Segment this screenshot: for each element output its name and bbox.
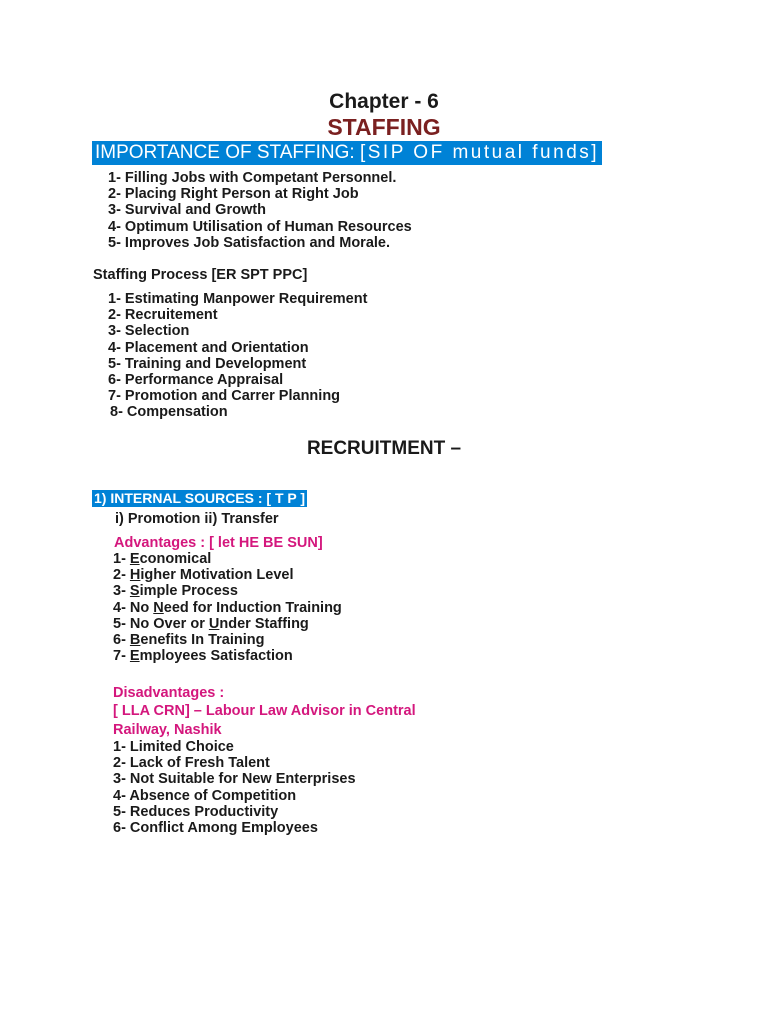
importance-mnemonic: [SIP OF mutual funds] xyxy=(359,142,600,163)
list-item: 1- Filling Jobs with Competant Personnel. xyxy=(108,170,397,186)
importance-heading-text: IMPORTANCE OF STAFFING: xyxy=(95,142,355,163)
list-item: 3- Simple Process xyxy=(113,583,238,600)
list-item: 5- Training and Development xyxy=(108,355,307,372)
page-title: STAFFING xyxy=(327,114,441,140)
process-list xyxy=(108,291,367,421)
disadvantages-list xyxy=(113,739,356,836)
list-item: 2- Placing Right Person at Right Job xyxy=(108,186,359,203)
list-item: 2- Higher Motivation Level xyxy=(113,567,294,584)
list-item: 7- Employees Satisfaction xyxy=(113,648,293,665)
list-item: 3- Selection xyxy=(108,323,190,340)
list-item: 6- Benefits In Training xyxy=(113,632,265,649)
list-item: 4- Optimum Utilisation of Human Resources xyxy=(108,218,412,235)
list-item: 6- Conflict Among Employees xyxy=(113,820,318,837)
internal-sources-heading: 1) INTERNAL SOURCES : [ T P ] xyxy=(94,490,306,506)
internal-sources-list: i) Promotion ii) Transfer xyxy=(115,511,279,527)
list-item: 8- Compensation xyxy=(110,404,228,421)
disadvantages-mnemonic-cont: Railway, Nashik xyxy=(113,722,222,738)
list-item: 6- Performance Appraisal xyxy=(108,372,284,389)
list-item: 3- Survival and Growth xyxy=(108,202,266,219)
disadvantages-heading: Disadvantages : xyxy=(113,685,225,701)
list-item: 3- Not Suitable for New Enterprises xyxy=(113,771,356,788)
list-item: 4- Absence of Competition xyxy=(113,787,297,804)
importance-list xyxy=(108,170,412,251)
disadvantages-mnemonic: [ LLA CRN] – Labour Law Advisor in Central xyxy=(113,703,416,719)
list-item: 1- Limited Choice xyxy=(113,739,234,755)
advantages-heading: Advantages : [ let HE BE SUN] xyxy=(114,535,323,551)
list-item: 4- No Need for Induction Training xyxy=(113,599,342,616)
advantages-list xyxy=(113,551,342,664)
list-item: 5- Improves Job Satisfaction and Morale. xyxy=(108,234,391,251)
list-item: 2- Lack of Fresh Talent xyxy=(113,755,270,772)
list-item: 1- Economical xyxy=(113,551,212,567)
list-item: 2- Recruitement xyxy=(108,307,218,324)
list-item: 1- Estimating Manpower Requirement xyxy=(108,291,368,307)
list-item: 5- No Over or Under Staffing xyxy=(113,615,309,632)
chapter-label: Chapter - 6 xyxy=(329,90,439,113)
list-item: 5- Reduces Productivity xyxy=(113,803,279,820)
list-item: 7- Promotion and Carrer Planning xyxy=(108,388,341,405)
list-item: 4- Placement and Orientation xyxy=(108,339,309,356)
recruitment-heading: RECRUITMENT – xyxy=(306,438,462,459)
importance-heading xyxy=(92,141,602,165)
process-heading: Staffing Process [ER SPT PPC] xyxy=(93,267,308,283)
